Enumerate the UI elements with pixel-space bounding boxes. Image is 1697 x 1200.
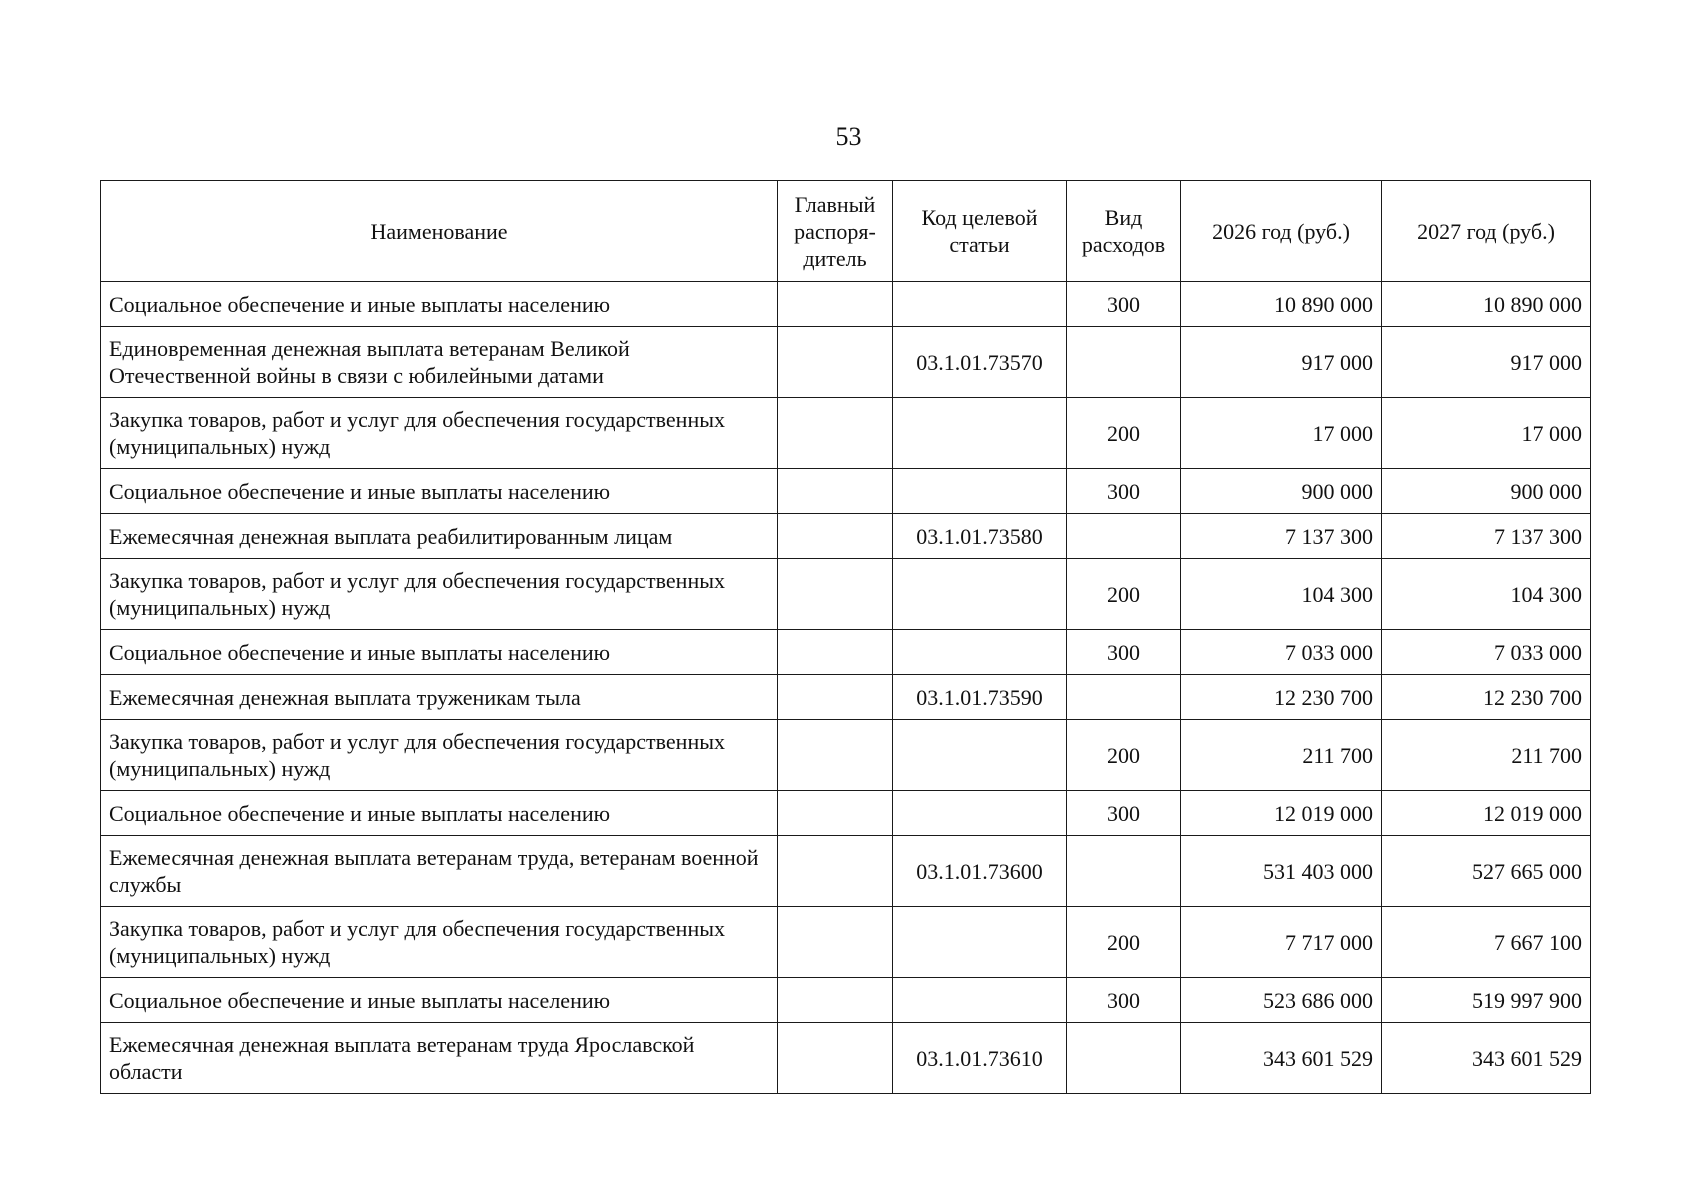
- cell-2026: 10 890 000: [1181, 282, 1382, 327]
- header-2027: 2027 год (руб.): [1382, 181, 1591, 282]
- cell-code: 03.1.01.73590: [893, 675, 1067, 720]
- cell-admin: [778, 630, 893, 675]
- table-row: [101, 469, 1591, 514]
- cell-2027: 519 997 900: [1382, 978, 1591, 1023]
- table-row: [101, 559, 1591, 630]
- table-row: [101, 978, 1591, 1023]
- cell-2027: 10 890 000: [1382, 282, 1591, 327]
- cell-2027: 7 667 100: [1382, 907, 1591, 978]
- cell-admin: [778, 469, 893, 514]
- cell-2027: 17 000: [1382, 398, 1591, 469]
- cell-2026: 211 700: [1181, 720, 1382, 791]
- cell-name: Социальное обеспечение и иные выплаты населению: [101, 630, 778, 675]
- cell-2026: 523 686 000: [1181, 978, 1382, 1023]
- cell-code: [893, 559, 1067, 630]
- cell-code: [893, 791, 1067, 836]
- cell-code: 03.1.01.73610: [893, 1023, 1067, 1094]
- cell-2026: 900 000: [1181, 469, 1382, 514]
- cell-admin: [778, 559, 893, 630]
- cell-2026: 917 000: [1181, 327, 1382, 398]
- cell-name: Социальное обеспечение и иные выплаты населению: [101, 469, 778, 514]
- cell-admin: [778, 398, 893, 469]
- cell-type: 300: [1067, 978, 1181, 1023]
- cell-2027: 211 700: [1382, 720, 1591, 791]
- cell-admin: [778, 907, 893, 978]
- cell-code: [893, 282, 1067, 327]
- cell-admin: [778, 514, 893, 559]
- cell-name: Закупка товаров, работ и услуг для обеспечения государственных (муниципальных) нужд: [101, 559, 778, 630]
- cell-2026: 531 403 000: [1181, 836, 1382, 907]
- cell-code: 03.1.01.73570: [893, 327, 1067, 398]
- cell-2026: 343 601 529: [1181, 1023, 1382, 1094]
- cell-admin: [778, 978, 893, 1023]
- cell-type: [1067, 675, 1181, 720]
- cell-2027: 900 000: [1382, 469, 1591, 514]
- table-row: [101, 1023, 1591, 1094]
- cell-name: Единовременная денежная выплата ветеранам Великой Отечественной войны в связи с юбилейными датами: [101, 327, 778, 398]
- cell-2027: 527 665 000: [1382, 836, 1591, 907]
- table-header-row: [101, 181, 1591, 282]
- cell-admin: [778, 1023, 893, 1094]
- cell-2026: 104 300: [1181, 559, 1382, 630]
- cell-2027: 7 033 000: [1382, 630, 1591, 675]
- cell-admin: [778, 791, 893, 836]
- table-row: [101, 327, 1591, 398]
- cell-2026: 12 230 700: [1181, 675, 1382, 720]
- cell-admin: [778, 282, 893, 327]
- cell-2027: 104 300: [1382, 559, 1591, 630]
- cell-code: [893, 907, 1067, 978]
- cell-type: 200: [1067, 398, 1181, 469]
- cell-type: 300: [1067, 791, 1181, 836]
- cell-name: Социальное обеспечение и иные выплаты населению: [101, 791, 778, 836]
- cell-code: [893, 398, 1067, 469]
- cell-2027: 7 137 300: [1382, 514, 1591, 559]
- cell-name: Ежемесячная денежная выплата реабилитированным лицам: [101, 514, 778, 559]
- cell-name: Ежемесячная денежная выплата ветеранам труда, ветеранам военной службы: [101, 836, 778, 907]
- table-row: [101, 791, 1591, 836]
- table-row: [101, 675, 1591, 720]
- header-admin: Главный распоря-дитель: [778, 181, 893, 282]
- cell-2027: 917 000: [1382, 327, 1591, 398]
- cell-type: [1067, 836, 1181, 907]
- cell-type: [1067, 514, 1181, 559]
- cell-2026: 7 137 300: [1181, 514, 1382, 559]
- cell-code: 03.1.01.73580: [893, 514, 1067, 559]
- table-row: [101, 630, 1591, 675]
- table-row: [101, 720, 1591, 791]
- cell-type: 200: [1067, 907, 1181, 978]
- cell-code: [893, 469, 1067, 514]
- cell-2027: 343 601 529: [1382, 1023, 1591, 1094]
- cell-type: 200: [1067, 559, 1181, 630]
- table-row: [101, 514, 1591, 559]
- cell-name: Социальное обеспечение и иные выплаты населению: [101, 978, 778, 1023]
- table-row: [101, 398, 1591, 469]
- cell-name: Ежемесячная денежная выплата труженикам тыла: [101, 675, 778, 720]
- table-row: [101, 282, 1591, 327]
- page-number: 53: [835, 122, 862, 151]
- cell-name: Закупка товаров, работ и услуг для обеспечения государственных (муниципальных) нужд: [101, 907, 778, 978]
- cell-type: [1067, 327, 1181, 398]
- cell-admin: [778, 675, 893, 720]
- cell-code: [893, 630, 1067, 675]
- header-type: Вид расходов: [1067, 181, 1181, 282]
- cell-admin: [778, 720, 893, 791]
- cell-code: 03.1.01.73600: [893, 836, 1067, 907]
- header-name: Наименование: [101, 181, 778, 282]
- cell-name: Социальное обеспечение и иные выплаты населению: [101, 282, 778, 327]
- cell-2026: 17 000: [1181, 398, 1382, 469]
- cell-type: 300: [1067, 630, 1181, 675]
- cell-name: Закупка товаров, работ и услуг для обеспечения государственных (муниципальных) нужд: [101, 720, 778, 791]
- cell-admin: [778, 836, 893, 907]
- header-2026: 2026 год (руб.): [1181, 181, 1382, 282]
- cell-name: Ежемесячная денежная выплата ветеранам труда Ярославской области: [101, 1023, 778, 1094]
- cell-type: [1067, 1023, 1181, 1094]
- cell-type: 300: [1067, 469, 1181, 514]
- budget-table: [100, 180, 1591, 1094]
- table-row: [101, 836, 1591, 907]
- cell-2027: 12 230 700: [1382, 675, 1591, 720]
- cell-2026: 7 717 000: [1181, 907, 1382, 978]
- cell-code: [893, 978, 1067, 1023]
- header-code: Код целевой статьи: [893, 181, 1067, 282]
- cell-admin: [778, 327, 893, 398]
- cell-2026: 7 033 000: [1181, 630, 1382, 675]
- table-row: [101, 907, 1591, 978]
- cell-name: Закупка товаров, работ и услуг для обеспечения государственных (муниципальных) нужд: [101, 398, 778, 469]
- cell-type: 300: [1067, 282, 1181, 327]
- cell-2027: 12 019 000: [1382, 791, 1591, 836]
- cell-2026: 12 019 000: [1181, 791, 1382, 836]
- cell-type: 200: [1067, 720, 1181, 791]
- cell-code: [893, 720, 1067, 791]
